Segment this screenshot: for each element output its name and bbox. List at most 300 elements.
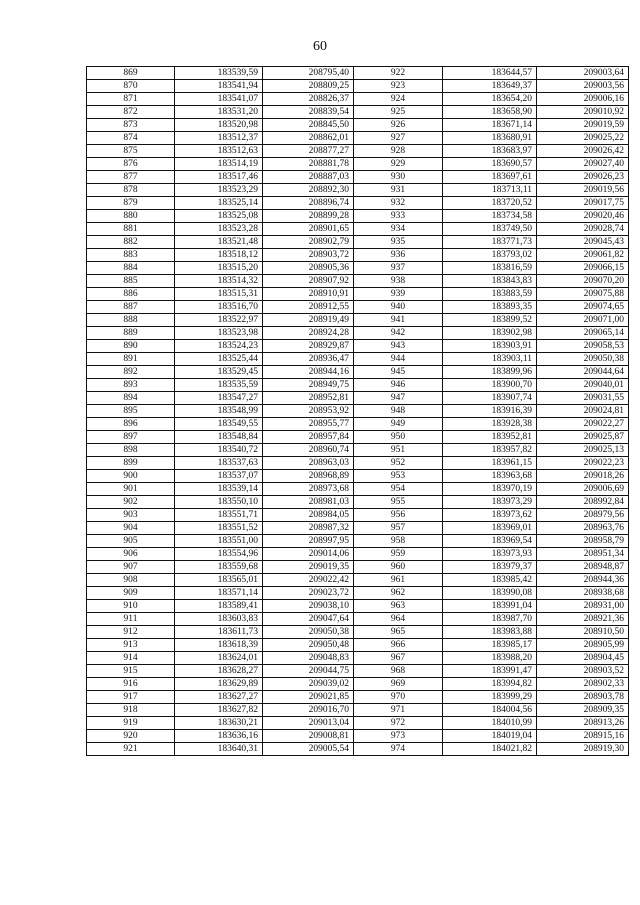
left-x-coordinate-cell: 183559,68: [175, 561, 263, 574]
left-x-coordinate-cell: 183541,07: [175, 93, 263, 106]
left-y-coordinate-cell: 208905,36: [263, 262, 354, 275]
right-point-number-cell: 957: [354, 522, 443, 535]
left-point-number-cell: 890: [87, 340, 175, 353]
left-x-coordinate-cell: 183565,01: [175, 574, 263, 587]
left-x-coordinate-cell: 183537,63: [175, 457, 263, 470]
right-y-coordinate-cell: 208915,16: [537, 730, 629, 743]
table-row: [87, 210, 629, 223]
right-y-coordinate-cell: 208910,50: [537, 626, 629, 639]
table-row: [87, 236, 629, 249]
right-point-number-cell: 956: [354, 509, 443, 522]
right-x-coordinate-cell: 184019,04: [443, 730, 537, 743]
right-point-number-cell: 933: [354, 210, 443, 223]
right-x-coordinate-cell: 183690,57: [443, 158, 537, 171]
left-y-coordinate-cell: 208910,91: [263, 288, 354, 301]
right-point-number-cell: 965: [354, 626, 443, 639]
left-point-number-cell: 913: [87, 639, 175, 652]
left-x-coordinate-cell: 183518,12: [175, 249, 263, 262]
right-x-coordinate-cell: 183973,93: [443, 548, 537, 561]
table-row: [87, 613, 629, 626]
right-y-coordinate-cell: 208951,34: [537, 548, 629, 561]
right-y-coordinate-cell: 208938,68: [537, 587, 629, 600]
left-y-coordinate-cell: 208957,84: [263, 431, 354, 444]
left-point-number-cell: 896: [87, 418, 175, 431]
left-x-coordinate-cell: 183629,89: [175, 678, 263, 691]
right-x-coordinate-cell: 183990,08: [443, 587, 537, 600]
right-point-number-cell: 969: [354, 678, 443, 691]
left-point-number-cell: 919: [87, 717, 175, 730]
left-point-number-cell: 881: [87, 223, 175, 236]
left-x-coordinate-cell: 183539,59: [175, 67, 263, 80]
right-point-number-cell: 929: [354, 158, 443, 171]
right-x-coordinate-cell: 183734,58: [443, 210, 537, 223]
right-x-coordinate-cell: 183883,59: [443, 288, 537, 301]
right-x-coordinate-cell: 184004,56: [443, 704, 537, 717]
left-y-coordinate-cell: 209047,64: [263, 613, 354, 626]
right-y-coordinate-cell: 208948,87: [537, 561, 629, 574]
table-row: [87, 665, 629, 678]
right-point-number-cell: 945: [354, 366, 443, 379]
table-row: [87, 678, 629, 691]
left-y-coordinate-cell: 208907,92: [263, 275, 354, 288]
left-y-coordinate-cell: 208963,03: [263, 457, 354, 470]
left-y-coordinate-cell: 209039,02: [263, 678, 354, 691]
left-point-number-cell: 882: [87, 236, 175, 249]
right-point-number-cell: 946: [354, 379, 443, 392]
table-row: [87, 730, 629, 743]
right-y-coordinate-cell: 209026,23: [537, 171, 629, 184]
left-x-coordinate-cell: 183551,52: [175, 522, 263, 535]
left-y-coordinate-cell: 208896,74: [263, 197, 354, 210]
table-row: [87, 574, 629, 587]
right-x-coordinate-cell: 184021,82: [443, 743, 537, 756]
right-x-coordinate-cell: 183991,47: [443, 665, 537, 678]
left-x-coordinate-cell: 183571,14: [175, 587, 263, 600]
right-y-coordinate-cell: 209045,43: [537, 236, 629, 249]
table-row: [87, 418, 629, 431]
right-point-number-cell: 968: [354, 665, 443, 678]
right-y-coordinate-cell: 208905,99: [537, 639, 629, 652]
right-x-coordinate-cell: 183987,70: [443, 613, 537, 626]
right-y-coordinate-cell: 209075,88: [537, 288, 629, 301]
left-point-number-cell: 883: [87, 249, 175, 262]
right-y-coordinate-cell: 209050,38: [537, 353, 629, 366]
left-point-number-cell: 886: [87, 288, 175, 301]
right-x-coordinate-cell: 183973,62: [443, 509, 537, 522]
right-y-coordinate-cell: 209025,87: [537, 431, 629, 444]
right-y-coordinate-cell: 208992,84: [537, 496, 629, 509]
left-point-number-cell: 910: [87, 600, 175, 613]
table-row: [87, 340, 629, 353]
left-y-coordinate-cell: 209023,72: [263, 587, 354, 600]
table-row: [87, 223, 629, 236]
right-point-number-cell: 923: [354, 80, 443, 93]
right-point-number-cell: 961: [354, 574, 443, 587]
right-point-number-cell: 954: [354, 483, 443, 496]
table-row: [87, 288, 629, 301]
right-x-coordinate-cell: 183983,88: [443, 626, 537, 639]
right-point-number-cell: 950: [354, 431, 443, 444]
table-row: [87, 171, 629, 184]
left-point-number-cell: 870: [87, 80, 175, 93]
right-x-coordinate-cell: 183649,37: [443, 80, 537, 93]
left-x-coordinate-cell: 183550,10: [175, 496, 263, 509]
table-row: [87, 509, 629, 522]
left-y-coordinate-cell: 208929,87: [263, 340, 354, 353]
left-y-coordinate-cell: 208826,37: [263, 93, 354, 106]
left-x-coordinate-cell: 183627,82: [175, 704, 263, 717]
right-y-coordinate-cell: 209065,14: [537, 327, 629, 340]
right-y-coordinate-cell: 208963,76: [537, 522, 629, 535]
right-point-number-cell: 939: [354, 288, 443, 301]
table-row: [87, 483, 629, 496]
right-y-coordinate-cell: 209025,13: [537, 444, 629, 457]
left-x-coordinate-cell: 183525,08: [175, 210, 263, 223]
left-x-coordinate-cell: 183628,27: [175, 665, 263, 678]
left-x-coordinate-cell: 183541,94: [175, 80, 263, 93]
left-x-coordinate-cell: 183525,14: [175, 197, 263, 210]
left-y-coordinate-cell: 208955,77: [263, 418, 354, 431]
right-y-coordinate-cell: 208931,00: [537, 600, 629, 613]
left-point-number-cell: 877: [87, 171, 175, 184]
right-y-coordinate-cell: 209022,23: [537, 457, 629, 470]
right-point-number-cell: 925: [354, 106, 443, 119]
left-point-number-cell: 904: [87, 522, 175, 535]
left-x-coordinate-cell: 183514,32: [175, 275, 263, 288]
left-x-coordinate-cell: 183630,21: [175, 717, 263, 730]
table-row: [87, 587, 629, 600]
right-x-coordinate-cell: 183713,11: [443, 184, 537, 197]
left-y-coordinate-cell: 208862,01: [263, 132, 354, 145]
table-row: [87, 548, 629, 561]
left-y-coordinate-cell: 209021,85: [263, 691, 354, 704]
right-x-coordinate-cell: 183902,98: [443, 327, 537, 340]
right-y-coordinate-cell: 209006,16: [537, 93, 629, 106]
left-point-number-cell: 898: [87, 444, 175, 457]
table-row: [87, 119, 629, 132]
left-point-number-cell: 880: [87, 210, 175, 223]
right-point-number-cell: 960: [354, 561, 443, 574]
left-y-coordinate-cell: 208949,75: [263, 379, 354, 392]
right-point-number-cell: 930: [354, 171, 443, 184]
right-point-number-cell: 924: [354, 93, 443, 106]
left-x-coordinate-cell: 183514,19: [175, 158, 263, 171]
right-point-number-cell: 955: [354, 496, 443, 509]
left-y-coordinate-cell: 208944,16: [263, 366, 354, 379]
left-point-number-cell: 895: [87, 405, 175, 418]
left-point-number-cell: 901: [87, 483, 175, 496]
table-row: [87, 327, 629, 340]
table-row: [87, 392, 629, 405]
right-y-coordinate-cell: 208913,26: [537, 717, 629, 730]
left-y-coordinate-cell: 209014,06: [263, 548, 354, 561]
left-x-coordinate-cell: 183589,41: [175, 600, 263, 613]
right-y-coordinate-cell: 209058,53: [537, 340, 629, 353]
right-y-coordinate-cell: 209040,01: [537, 379, 629, 392]
table-row: [87, 314, 629, 327]
left-point-number-cell: 889: [87, 327, 175, 340]
table-row: [87, 639, 629, 652]
right-point-number-cell: 964: [354, 613, 443, 626]
left-x-coordinate-cell: 183618,39: [175, 639, 263, 652]
table-row: [87, 275, 629, 288]
left-point-number-cell: 900: [87, 470, 175, 483]
left-x-coordinate-cell: 183525,44: [175, 353, 263, 366]
right-x-coordinate-cell: 183903,91: [443, 340, 537, 353]
right-x-coordinate-cell: 183793,02: [443, 249, 537, 262]
right-x-coordinate-cell: 183916,39: [443, 405, 537, 418]
right-point-number-cell: 938: [354, 275, 443, 288]
right-x-coordinate-cell: 183969,01: [443, 522, 537, 535]
left-point-number-cell: 892: [87, 366, 175, 379]
right-x-coordinate-cell: 183985,17: [443, 639, 537, 652]
left-x-coordinate-cell: 183517,46: [175, 171, 263, 184]
left-x-coordinate-cell: 183516,70: [175, 301, 263, 314]
right-y-coordinate-cell: 209070,20: [537, 275, 629, 288]
left-x-coordinate-cell: 183624,01: [175, 652, 263, 665]
left-x-coordinate-cell: 183520,98: [175, 119, 263, 132]
right-x-coordinate-cell: 183893,35: [443, 301, 537, 314]
right-point-number-cell: 971: [354, 704, 443, 717]
left-x-coordinate-cell: 183512,37: [175, 132, 263, 145]
right-point-number-cell: 966: [354, 639, 443, 652]
right-point-number-cell: 943: [354, 340, 443, 353]
table-row: [87, 145, 629, 158]
left-y-coordinate-cell: 208952,81: [263, 392, 354, 405]
right-point-number-cell: 928: [354, 145, 443, 158]
left-y-coordinate-cell: 208924,28: [263, 327, 354, 340]
right-y-coordinate-cell: 208909,35: [537, 704, 629, 717]
left-point-number-cell: 905: [87, 535, 175, 548]
right-y-coordinate-cell: 209028,74: [537, 223, 629, 236]
left-y-coordinate-cell: 209050,48: [263, 639, 354, 652]
right-x-coordinate-cell: 183963,68: [443, 470, 537, 483]
right-point-number-cell: 944: [354, 353, 443, 366]
right-point-number-cell: 941: [354, 314, 443, 327]
table-row: [87, 262, 629, 275]
right-point-number-cell: 922: [354, 67, 443, 80]
left-x-coordinate-cell: 183540,72: [175, 444, 263, 457]
left-point-number-cell: 897: [87, 431, 175, 444]
right-x-coordinate-cell: 183900,70: [443, 379, 537, 392]
left-point-number-cell: 872: [87, 106, 175, 119]
table-row: [87, 743, 629, 756]
right-y-coordinate-cell: 209020,46: [537, 210, 629, 223]
right-y-coordinate-cell: 209010,92: [537, 106, 629, 119]
table-row: [87, 93, 629, 106]
right-point-number-cell: 942: [354, 327, 443, 340]
left-x-coordinate-cell: 183523,98: [175, 327, 263, 340]
left-x-coordinate-cell: 183539,14: [175, 483, 263, 496]
table-row: [87, 717, 629, 730]
left-point-number-cell: 911: [87, 613, 175, 626]
left-y-coordinate-cell: 208912,55: [263, 301, 354, 314]
right-point-number-cell: 927: [354, 132, 443, 145]
left-point-number-cell: 914: [87, 652, 175, 665]
left-y-coordinate-cell: 208987,32: [263, 522, 354, 535]
left-y-coordinate-cell: 209019,35: [263, 561, 354, 574]
left-y-coordinate-cell: 208968,89: [263, 470, 354, 483]
left-point-number-cell: 907: [87, 561, 175, 574]
right-x-coordinate-cell: 183658,90: [443, 106, 537, 119]
right-x-coordinate-cell: 183899,52: [443, 314, 537, 327]
table-row: [87, 379, 629, 392]
left-point-number-cell: 887: [87, 301, 175, 314]
left-x-coordinate-cell: 183548,99: [175, 405, 263, 418]
left-y-coordinate-cell: 209005,54: [263, 743, 354, 756]
left-y-coordinate-cell: 209008,81: [263, 730, 354, 743]
left-point-number-cell: 899: [87, 457, 175, 470]
left-y-coordinate-cell: 209048,83: [263, 652, 354, 665]
right-y-coordinate-cell: 209061,82: [537, 249, 629, 262]
right-y-coordinate-cell: 209031,55: [537, 392, 629, 405]
right-y-coordinate-cell: 209027,40: [537, 158, 629, 171]
right-x-coordinate-cell: 183991,04: [443, 600, 537, 613]
table-row: [87, 366, 629, 379]
right-point-number-cell: 970: [354, 691, 443, 704]
left-y-coordinate-cell: 208899,28: [263, 210, 354, 223]
table-row: [87, 405, 629, 418]
table-row: [87, 301, 629, 314]
left-x-coordinate-cell: 183535,59: [175, 379, 263, 392]
left-x-coordinate-cell: 183521,48: [175, 236, 263, 249]
left-point-number-cell: 876: [87, 158, 175, 171]
right-x-coordinate-cell: 183720,52: [443, 197, 537, 210]
right-x-coordinate-cell: 183907,74: [443, 392, 537, 405]
right-x-coordinate-cell: 184010,99: [443, 717, 537, 730]
right-point-number-cell: 962: [354, 587, 443, 600]
left-point-number-cell: 891: [87, 353, 175, 366]
table-row: [87, 626, 629, 639]
right-x-coordinate-cell: 183957,82: [443, 444, 537, 457]
left-x-coordinate-cell: 183640,31: [175, 743, 263, 756]
left-point-number-cell: 893: [87, 379, 175, 392]
left-x-coordinate-cell: 183547,27: [175, 392, 263, 405]
left-y-coordinate-cell: 208839,54: [263, 106, 354, 119]
left-x-coordinate-cell: 183522,97: [175, 314, 263, 327]
right-point-number-cell: 963: [354, 600, 443, 613]
table-row: [87, 158, 629, 171]
left-y-coordinate-cell: 208881,78: [263, 158, 354, 171]
table-row: [87, 704, 629, 717]
left-point-number-cell: 912: [87, 626, 175, 639]
left-point-number-cell: 871: [87, 93, 175, 106]
left-point-number-cell: 884: [87, 262, 175, 275]
left-point-number-cell: 894: [87, 392, 175, 405]
right-point-number-cell: 936: [354, 249, 443, 262]
right-y-coordinate-cell: 208903,52: [537, 665, 629, 678]
left-y-coordinate-cell: 208795,40: [263, 67, 354, 80]
left-y-coordinate-cell: 208973,68: [263, 483, 354, 496]
table-row: [87, 431, 629, 444]
right-x-coordinate-cell: 183680,91: [443, 132, 537, 145]
left-y-coordinate-cell: 208809,25: [263, 80, 354, 93]
left-point-number-cell: 879: [87, 197, 175, 210]
right-y-coordinate-cell: 209017,75: [537, 197, 629, 210]
table-row: [87, 561, 629, 574]
left-x-coordinate-cell: 183529,45: [175, 366, 263, 379]
right-y-coordinate-cell: 209003,56: [537, 80, 629, 93]
left-point-number-cell: 875: [87, 145, 175, 158]
left-y-coordinate-cell: 209022,42: [263, 574, 354, 587]
left-x-coordinate-cell: 183554,96: [175, 548, 263, 561]
right-x-coordinate-cell: 183671,14: [443, 119, 537, 132]
left-x-coordinate-cell: 183512,63: [175, 145, 263, 158]
right-x-coordinate-cell: 183985,42: [443, 574, 537, 587]
right-point-number-cell: 947: [354, 392, 443, 405]
right-x-coordinate-cell: 183816,59: [443, 262, 537, 275]
right-y-coordinate-cell: 208979,56: [537, 509, 629, 522]
left-x-coordinate-cell: 183551,00: [175, 535, 263, 548]
table-row: [87, 691, 629, 704]
table-row: [87, 132, 629, 145]
left-y-coordinate-cell: 208997,95: [263, 535, 354, 548]
left-y-coordinate-cell: 208887,03: [263, 171, 354, 184]
right-x-coordinate-cell: 183697,61: [443, 171, 537, 184]
left-x-coordinate-cell: 183531,20: [175, 106, 263, 119]
left-x-coordinate-cell: 183551,71: [175, 509, 263, 522]
left-y-coordinate-cell: 209038,10: [263, 600, 354, 613]
right-point-number-cell: 948: [354, 405, 443, 418]
right-point-number-cell: 952: [354, 457, 443, 470]
right-point-number-cell: 926: [354, 119, 443, 132]
table-row: [87, 457, 629, 470]
left-point-number-cell: 873: [87, 119, 175, 132]
table-row: [87, 184, 629, 197]
right-x-coordinate-cell: 183999,29: [443, 691, 537, 704]
left-y-coordinate-cell: 208892,30: [263, 184, 354, 197]
left-point-number-cell: 902: [87, 496, 175, 509]
table-row: [87, 600, 629, 613]
left-point-number-cell: 916: [87, 678, 175, 691]
right-x-coordinate-cell: 183979,37: [443, 561, 537, 574]
left-point-number-cell: 921: [87, 743, 175, 756]
right-y-coordinate-cell: 209066,15: [537, 262, 629, 275]
right-y-coordinate-cell: 209025,22: [537, 132, 629, 145]
right-y-coordinate-cell: 208921,36: [537, 613, 629, 626]
left-point-number-cell: 915: [87, 665, 175, 678]
right-y-coordinate-cell: 208903,78: [537, 691, 629, 704]
right-point-number-cell: 953: [354, 470, 443, 483]
table-row: [87, 652, 629, 665]
left-y-coordinate-cell: 208903,72: [263, 249, 354, 262]
right-point-number-cell: 949: [354, 418, 443, 431]
left-y-coordinate-cell: 208845,50: [263, 119, 354, 132]
left-point-number-cell: 869: [87, 67, 175, 80]
table-row: [87, 496, 629, 509]
coordinates-table-body: [87, 67, 629, 756]
right-x-coordinate-cell: 183970,19: [443, 483, 537, 496]
right-x-coordinate-cell: 183644,57: [443, 67, 537, 80]
left-y-coordinate-cell: 209013,04: [263, 717, 354, 730]
right-y-coordinate-cell: 208919,30: [537, 743, 629, 756]
left-x-coordinate-cell: 183524,23: [175, 340, 263, 353]
table-row: [87, 80, 629, 93]
left-y-coordinate-cell: 209016,70: [263, 704, 354, 717]
right-y-coordinate-cell: 208958,79: [537, 535, 629, 548]
right-y-coordinate-cell: 209074,65: [537, 301, 629, 314]
right-y-coordinate-cell: 209026,42: [537, 145, 629, 158]
table-row: [87, 470, 629, 483]
right-x-coordinate-cell: 183988,20: [443, 652, 537, 665]
right-x-coordinate-cell: 183899,96: [443, 366, 537, 379]
right-point-number-cell: 934: [354, 223, 443, 236]
left-point-number-cell: 878: [87, 184, 175, 197]
right-point-number-cell: 958: [354, 535, 443, 548]
left-point-number-cell: 906: [87, 548, 175, 561]
table-row: [87, 522, 629, 535]
left-point-number-cell: 888: [87, 314, 175, 327]
